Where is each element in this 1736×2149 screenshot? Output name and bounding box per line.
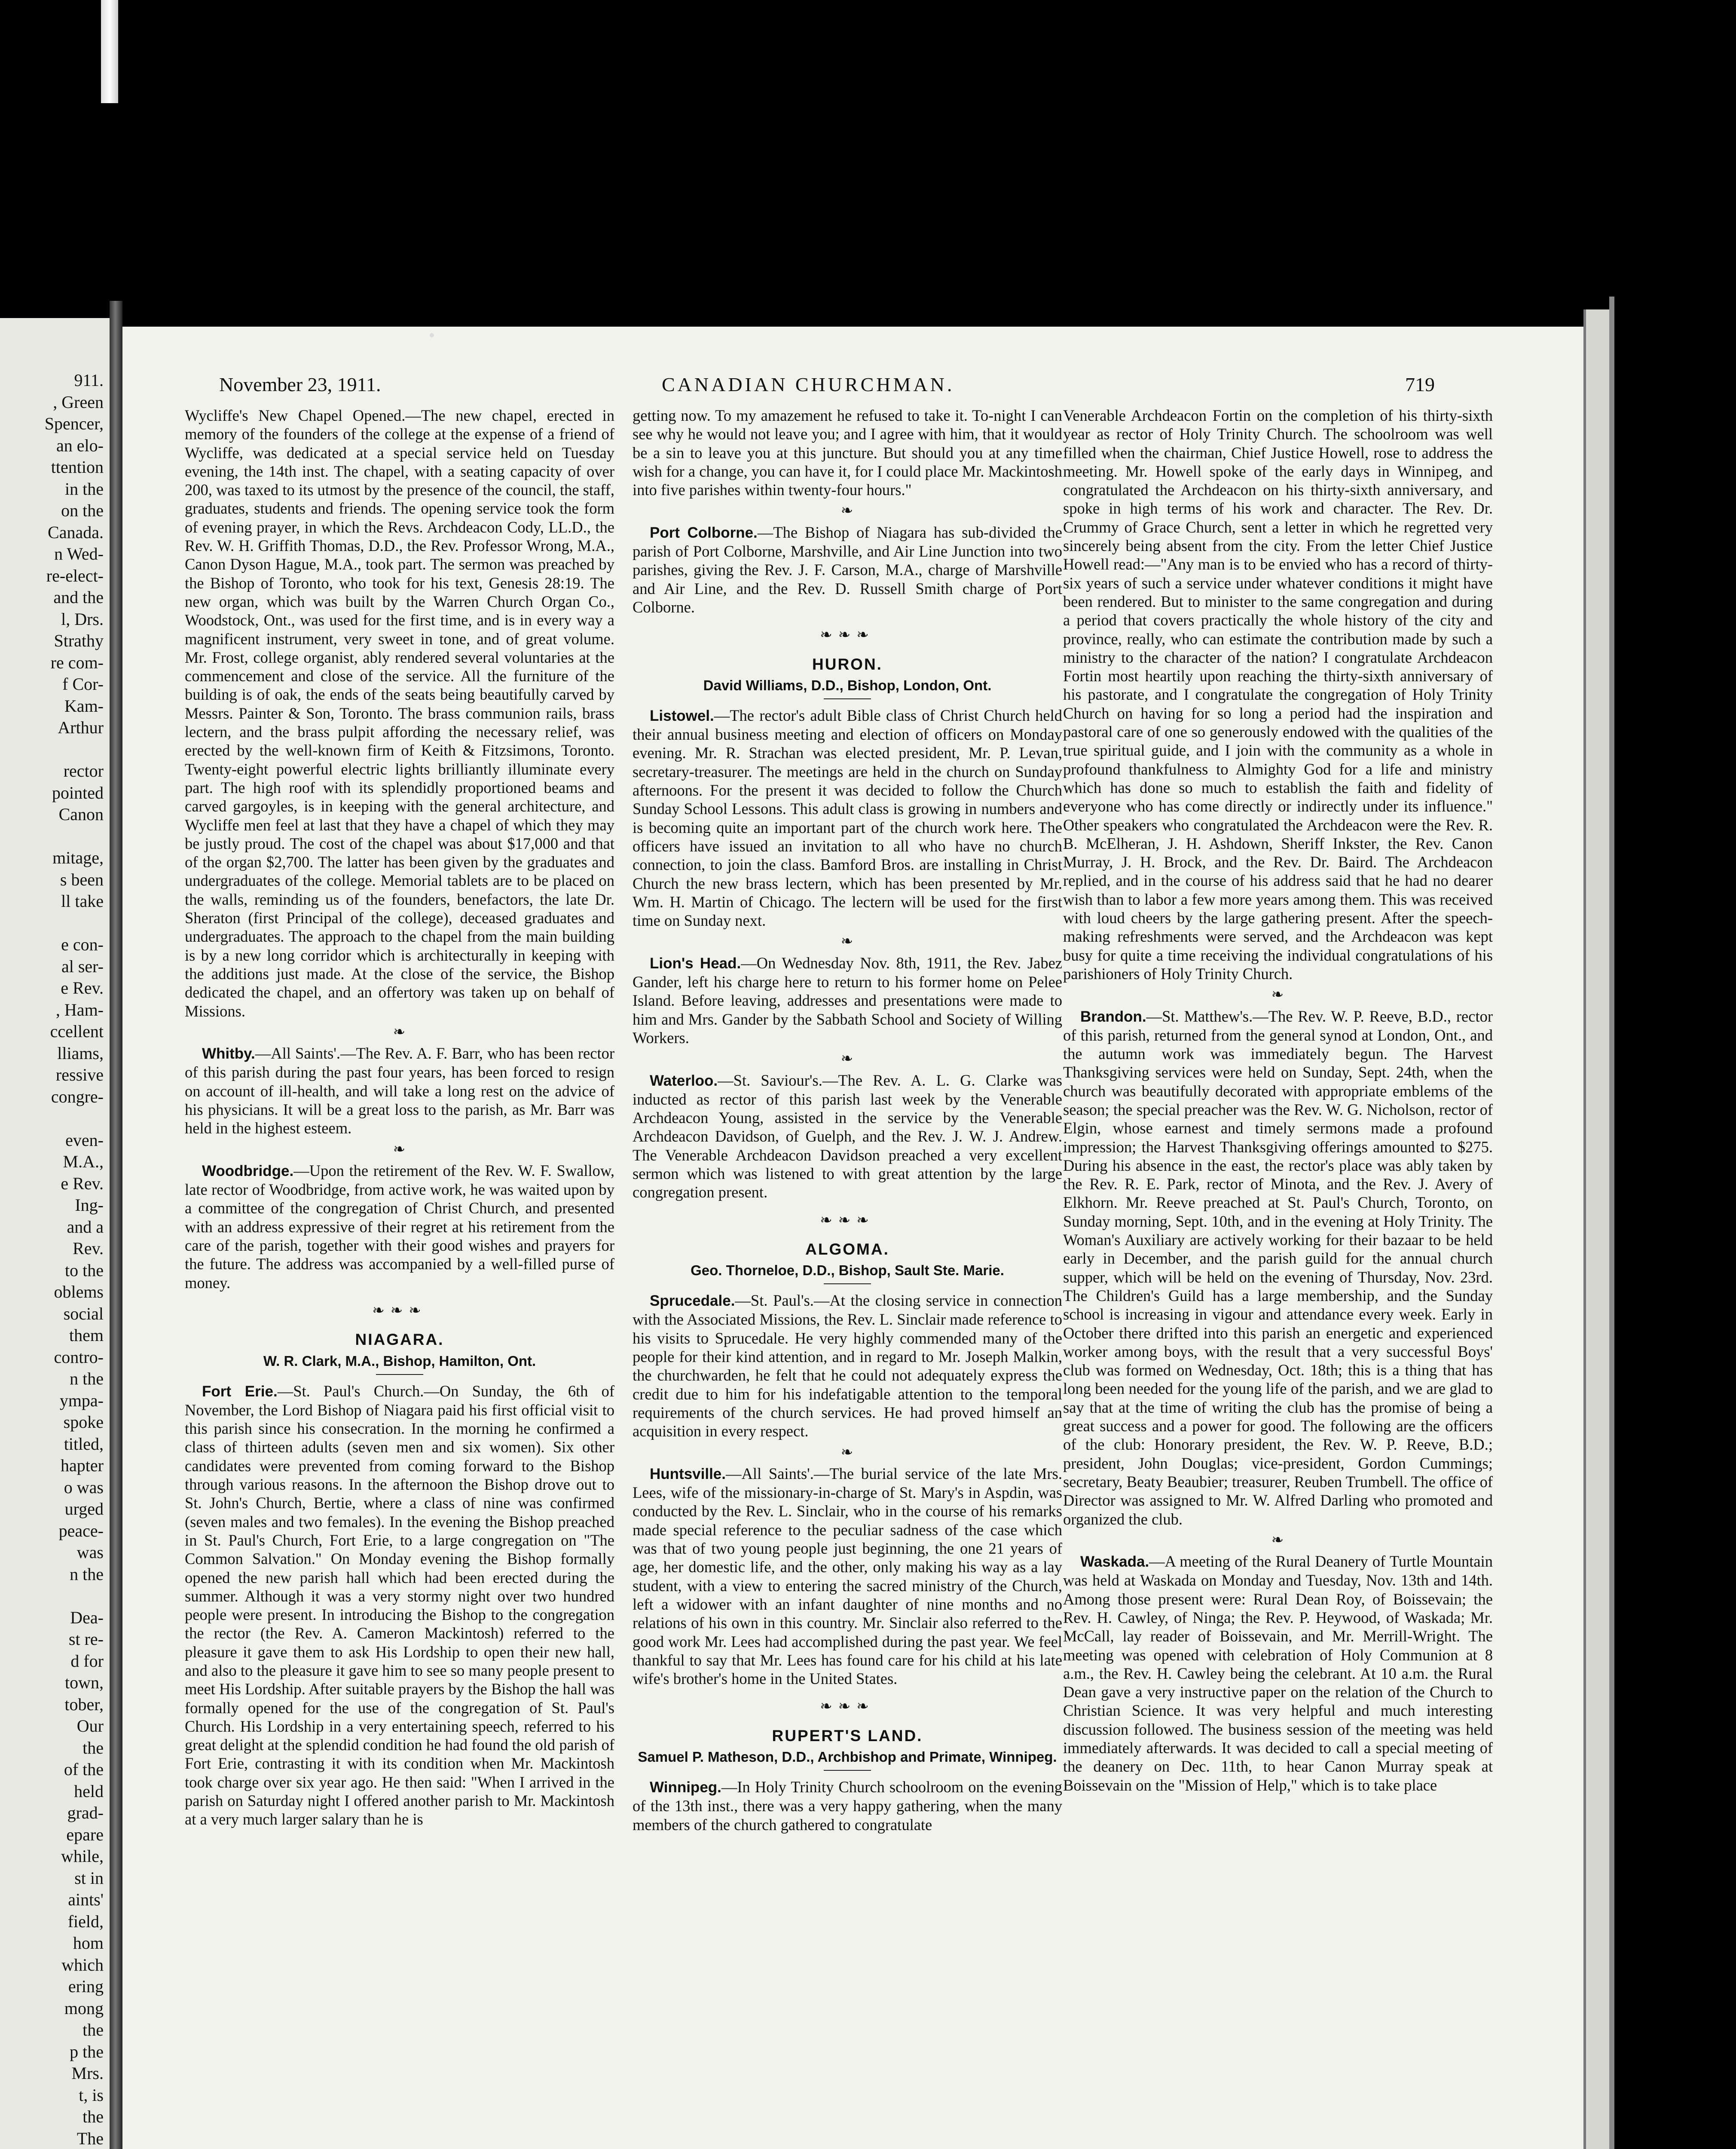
place-heading: Fort Erie. [202, 1383, 278, 1400]
facing-page-text-fragment: e Rev. [61, 978, 104, 998]
paragraph-text: —On Wednesday Nov. 8th, 1911, the Rev. Jabez Gander, left his charge here to return to his former home on Pelee Island. Before leaving, addresses and presentations were made to him and Mrs. Gander by the Sabbath School and Society of Willing Workers. [633, 954, 1062, 1047]
facing-page-text-fragment: n the [70, 1369, 104, 1388]
facing-page-text-fragment: Spencer, [44, 414, 104, 433]
facing-page-text-fragment: field, [67, 1911, 104, 1931]
facing-page-text-fragment: of the [64, 1760, 104, 1779]
facing-page-text-fragment: re com- [50, 652, 104, 672]
triple-ornament-divider: ❧❧❧ [820, 627, 875, 643]
triple-ornament-divider: ❧❧❧ [820, 1699, 875, 1715]
article-paragraph [185, 1382, 614, 1829]
section-rule [824, 1770, 871, 1771]
facing-page-text-fragment: p the [70, 2042, 104, 2061]
diocese-heading: NIAGARA. [355, 1331, 444, 1349]
facing-page-text-fragment: titled, [64, 1434, 104, 1454]
place-heading: Whitby. [202, 1045, 255, 1062]
column-3 [1063, 406, 1493, 1794]
facing-page-text-fragment: rector [63, 761, 104, 781]
facing-page-text-fragment: and a [67, 1217, 104, 1237]
bishop-subheading: W. R. Clark, M.A., Bishop, Hamilton, Ont. [263, 1353, 536, 1369]
diocese-heading: RUPERT'S LAND. [772, 1727, 923, 1745]
article-paragraph [1063, 1552, 1493, 1794]
facing-page-text-fragment: in the [65, 479, 104, 499]
facing-page-text-fragment: the [83, 2107, 104, 2126]
facing-page-text-fragment: them [69, 1326, 104, 1345]
facing-page-text-fragment: , Green [53, 392, 104, 412]
article-paragraph [633, 1778, 1062, 1834]
article-paragraph [633, 706, 1062, 930]
facing-page-text-fragment: n the [70, 1564, 104, 1584]
publication-title: CANADIAN CHURCHMAN. [662, 373, 955, 395]
facing-page-text-fragment: even- [65, 1130, 104, 1150]
facing-page-text-fragment: tober, [64, 1694, 104, 1714]
place-heading: Huntsville. [650, 1465, 726, 1482]
place-heading: Sprucedale. [650, 1292, 735, 1310]
facing-page-text-fragment: Dea- [70, 1607, 104, 1627]
page-date: November 23, 1911. [219, 373, 381, 395]
paragraph-text: —All Saints'.—The Rev. A. F. Barr, who has been rector of this parish during the past four years, has been forced to resign on account of ill-health, and will take a long rest on the advice of his physicians. It will be a great loss to the parish, as Mr. Barr was held in the highest esteem. [185, 1044, 614, 1137]
ornament-divider: ❧ [840, 1051, 854, 1067]
paragraph-text: —The rector's adult Bible class of Christ Church held their annual business meeting and election of officers on Monday evening. Mr. R. Strachan was elected president, Mr. P. Levan, secretary-treasurer. The meetings are held in the church on Sunday afternoons. For the present it was decided to follow the Church Sunday School Lessons. This adult class is growing in numbers and is becoming quite an important part of the church work here. The officers have issued an invitation to all who have no church connection, to join the class. Bamford Bros. are installing in Christ Church the new brass lectern, which has been presented by Mr. Wm. H. Martin of Chicago. The lectern will be used for the first time on Sunday next. [633, 706, 1062, 930]
facing-page-text-fragment: pointed [52, 783, 104, 802]
facing-page-text-fragment: Rev. [73, 1239, 104, 1258]
facing-page-text-fragment: st in [74, 1868, 104, 1888]
article-paragraph [633, 954, 1062, 1047]
column-2 [633, 406, 1062, 1834]
bishop-subheading: Samuel P. Matheson, D.D., Archbishop and Primate, Winnipeg. [638, 1749, 1057, 1765]
article-paragraph [633, 1464, 1062, 1688]
place-heading: Lion's Head. [650, 955, 741, 972]
facing-page-text-fragment: was [76, 1543, 104, 1562]
facing-page-text-fragment: n Wed- [54, 544, 104, 563]
ornament-divider: ❧ [393, 1024, 406, 1040]
facing-page-text-fragment: Mrs. [71, 2063, 104, 2083]
facing-page-text-fragment: ll take [61, 891, 104, 911]
facing-page-fragment [0, 318, 110, 2149]
paragraph-text: —The Bishop of Niagara has sub-divided the parish of Port Colborne, Marshville, and Air Line Junction into two parishes, giving the Rev. J. F. Carson, M.A., charge of Marshville and Air Line, and the Rev. D. Russell Smith charge of Port Colborne. [633, 523, 1063, 616]
facing-page-text-fragment: epare [66, 1825, 104, 1844]
facing-page-text-fragment: ympa- [59, 1390, 104, 1410]
facing-page-text-fragment: re-elect- [46, 566, 104, 585]
article-paragraph [1063, 406, 1493, 983]
column-1 [185, 406, 614, 1829]
ornament-divider: ❧ [1271, 1532, 1285, 1548]
facing-page-text-fragment: contro- [54, 1347, 104, 1367]
facing-page-text-fragment: which [61, 1955, 104, 1975]
facing-page-text-fragment: Our [76, 1716, 104, 1736]
paragraph-text: —All Saints'.—The burial service of the late Mrs. Lees, wife of the missionary-in-charge of St. Mary's in Aspdin, was conducted by the Rev. L. Sinclair, who in the course of his remarks made special reference to the peculiar sadness of the case which was that of two young people just beginning, the one 21 years of age, her domestic life, and the other, only making his way as a lay student, with a view to entering the sacred ministry of the Church, left a widower with an infant daughter of nine months and no relations of his own in this country. Mr. Sinclair also referred to the good work Mr. Lees had accomplished during the past year. We feel thankful to say that Mr. Lees has found care for his child at his late wife's brother's home in the United States. [633, 1464, 1062, 1688]
page-edge-shadow [1609, 297, 1614, 2149]
book-gutter [110, 301, 122, 2149]
article-paragraph [185, 406, 614, 1020]
section-rule [824, 1283, 871, 1284]
facing-page-text-fragment: s been [60, 869, 104, 889]
facing-page-text-fragment: the [83, 1738, 104, 1757]
facing-page-text-fragment: l, Drs. [61, 609, 104, 629]
triple-ornament-divider: ❧❧❧ [372, 1302, 427, 1319]
place-heading: Waterloo. [650, 1072, 718, 1089]
paragraph-text: —St. Matthew's.—The Rev. W. P. Reeve, B.D., rector of this parish, returned from the general synod at London, Ont., and the autumn work was immediately begun. The Harvest Thanksgiving services were held on Sunday, Sept. 24th, when the church was beautifully decorated with appropriate emblems of the season; the special preacher was the Rev. W. G. Nicholson, rector of Elgin, whose earnest and timely sermons made a profound impression; the Harvest Thanksgiving offerings amounted to $275. During his absence in the east, the rector's place was ably taken by the Rev. R. E. Park, rector of Minota, and the Rev. J. Avery of Elkhorn. Mr. Reeve preached at St. Paul's Church, Toronto, on Sunday morning, Sept. 10th, and in the evening at Holy Trinity. The Woman's Auxiliary are actively working for their bazaar to be held early in December, and the parish guild for the annual church supper, which will be held on the evening of Thursday, Nov. 23rd. The Children's Guild has a large membership, and the Sunday school is increasing in vigour and attendance every week. Early in October there drifted into this parish an energetic and experienced worker among boys, with the result that a very successful Boys' club was formed on Wednesday, Oct. 18th; this is a thing that has long been needed for the young life of the parish, and we are glad to say that at the time of writing the club has the promise of being a great success and a power for good. The following are the officers of the club: Honorary president, the Rev. W. P. Reeve, B.D.; president, John Douglas; vice-president, Gordon Cummings; secretary, Beaty Beaubier; treasurer, Reuben Trumbell. The office of Director was assigned to Mr. W. Alfred Darling who promoted and organized the club. [1063, 1007, 1493, 1528]
bishop-subheading: Geo. Thorneloe, D.D., Bishop, Sault Ste. Marie. [691, 1262, 1004, 1279]
facing-page-text-fragment: Kam- [64, 696, 104, 716]
facing-page-text-fragment: al ser- [61, 956, 104, 976]
place-heading: Port Colborne. [650, 524, 758, 541]
facing-page-text-fragment: 911. [74, 370, 104, 390]
facing-page-text-fragment: grad- [67, 1803, 104, 1822]
facing-page-text-fragment: Ing- [75, 1195, 104, 1215]
ornament-divider: ❧ [840, 1444, 854, 1460]
facing-page-text-fragment: hapter [61, 1456, 104, 1475]
facing-page-text-fragment: an elo- [56, 435, 104, 455]
paragraph-text: Wycliffe's New Chapel Opened.—The new chapel, erected in memory of the founders of the college at the expense of a friend of Wycliffe, was dedicated at a special service held on Tuesday evening, the 14th inst. The chapel, with a seating capacity of over 200, was taxed to its utmost by the presence of the council, the staff, graduates, students and friends. The opening service took the form of evening prayer, in which the Revs. Archdeacon Cody, LL.D., the Rev. W. H. Griffith Thomas, D.D., the Rev. Professor Wrong, M.A., Canon Dyson Hague, M.A., took part. The sermon was preached by the Bishop of Toronto, who took for his text, Genesis 28:19. The new organ, which was built by the Warren Church Organ Co., Woodstock, Ont., was used for the first time, and is in every way a magnificent instrument, very sweet in tone, and of great volume. Mr. Frost, college organist, ably rendered several voluntaries at the commencement and close of the service. All the furniture of the building is of oak, the ends of the seats being beautifully carved by Messrs. Painter & Son, Toronto. The brass communion rails, brass lectern, and the brass pulpit affording the necessary relief, was erected by the well-known firm of Keith & Fitzsimons, Toronto. Twenty-eight powerful electric lights brilliantly illuminate every part. The high roof with its splendidly proportioned beams and carved gargoyles, is in keeping with the general architecture, and Wycliffe men feel at last that they have a chapel of which they may be justly proud. The cost of the chapel was about $17,000 and that of the organ $2,700. The latter has been given by the graduates and undergraduates of the college. Memorial tablets are to be placed on the walls, reminding us of the founders, benefactors, the late Dr. Sheraton (first Principal of the college), deceased graduates and undergraduates. The approach to the chapel from the main building is by a new long corridor which is architecturally in keeping with the additions just made. At the close of the service, the Bishop dedicated the chapel, and an offertory was taken up on behalf of Missions. [185, 407, 614, 1020]
paragraph-text: —St. Paul's.—At the closing service in connection with the Associated Missions, the Rev. L. Sinclair made reference to his visits to Sprucedale. He very highly commended many of the people for their kind attention, and in regard to Mr. Joseph Malkin, the churchwarden, he felt that he could not adequately express the credit due to him for his indefatigable attention to the temporal requirements of the church services. He had proved himself an acquisition in every respect. [633, 1292, 1062, 1440]
facing-page-text-fragment: ressive [55, 1065, 104, 1084]
place-heading: Listowel. [650, 707, 714, 724]
facing-page-text-fragment: on the [61, 501, 104, 520]
facing-page-text-fragment: held [74, 1781, 104, 1801]
facing-page-text-fragment: mong [64, 1998, 104, 2018]
triple-ornament-divider: ❧❧❧ [820, 1212, 875, 1228]
facing-page-text-fragment: congre- [51, 1087, 104, 1106]
facing-page-text-fragment: town, [65, 1673, 104, 1692]
speck [430, 333, 434, 337]
paragraph-text: Venerable Archdeacon Fortin on the completion of his thirty-sixth year as rector of Holy Trinity Church. The schoolroom was well filled when the chairman, Chief Justice Howell, rose to address the meeting. Mr. Howell spoke of the early days in Winnipeg, and congratulated the Archdeacon on his thirty-sixth anniversary, and spoke in high terms of his work and character. The Rev. Dr. Crummy of Grace Church, sent a letter in which he regretted very sincerely being absent from the city. From the letter Chief Justice Howell read:—"Any man is to be envied who has a record of thirty-six years of such a service under whatever conditions it might have been rendered. But to minister to the same congregation and during a period that covers practically the whole history of the city and province, really, who can estimate the contribution made by such a ministry to the character of the nation? I congratulate Archdeacon Fortin most heartily upon reaching the thirty-sixth anniversary of his pastorate, and I congratulate the congregation of Holy Trinity Church on having for so long a period had the inspiration and pastoral care of one so generously endowed with the qualities of the true spiritual guide, and I join with the community as a whole in profound thankfulness to Almighty God for a life and ministry which has done so much to establish the faith and fidelity of everyone who has come directly or indirectly under its influence." Other speakers who congratulated the Archdeacon were the Rev. R. B. McElheran, J. H. Ashdown, Sheriff Inkster, the Rev. Canon Murray, J. H. Brock, and the Rev. Dr. Baird. The Archdeacon replied, and in the course of his address said that he had no dearer wish than to labor a few more years among them. This was received with loud cheers by the large gathering present. After the speech-making refreshments were served, and the Archdeacon was kept busy for quite a time receiving the individual congratulations of his parishioners of Holy Trinity Church. [1063, 407, 1493, 983]
place-heading: Woodbridge. [202, 1162, 294, 1179]
page-number: 719 [1405, 373, 1435, 395]
page-edge [1583, 309, 1612, 2149]
facing-page-text-fragment: to the [65, 1260, 104, 1280]
facing-page-text-fragment: t, is [79, 2085, 104, 2105]
facing-page-text-fragment: d for [70, 1651, 104, 1671]
article-paragraph [1063, 1007, 1493, 1528]
ornament-divider: ❧ [393, 1141, 406, 1157]
ornament-divider: ❧ [840, 934, 854, 950]
facing-page-text-fragment: e con- [61, 935, 104, 954]
facing-page-text-fragment: Canon [58, 805, 104, 824]
section-rule [376, 1374, 423, 1375]
ornament-divider: ❧ [840, 503, 854, 519]
facing-page-text-fragment: peace- [58, 1521, 104, 1540]
place-heading: Waskada. [1080, 1553, 1149, 1570]
facing-page-text-fragment: Arthur [58, 718, 104, 737]
paragraph-text: —Upon the retirement of the Rev. W. F. Swallow, late rector of Woodbridge, from active work, he was waited upon by a committee of the congregation of Christ Church, and presented with an address expressive of their regret at his retirement from the care of the parish, together with their good wishes and prayers for the future. The address was accompanied by a well-filled purse of money. [185, 1161, 614, 1292]
facing-page-text-fragment: Strathy [54, 631, 104, 650]
facing-page-text-fragment: spoke [63, 1412, 104, 1432]
article-paragraph [185, 1044, 614, 1137]
facing-page-text-fragment: lliams, [57, 1043, 104, 1063]
article-paragraph [633, 523, 1062, 616]
facing-page-text-fragment: ttention [51, 457, 104, 477]
facing-page-text-fragment: ering [68, 1977, 104, 1996]
facing-page-text-fragment: st re- [68, 1629, 104, 1649]
paragraph-text: —In Holy Trinity Church schoolroom on the evening of the 13th inst., there was a very happy gathering, when the many members of the church gathered to congratulate [633, 1778, 1062, 1834]
place-heading: Brandon. [1080, 1008, 1146, 1025]
facing-page-text-fragment: ccellent [50, 1022, 104, 1041]
paragraph-text: getting now. To my amazement he refused to take it. To-night I can see why he would not leave you; and I agree with him, that it would be a sin to leave you at this juncture. But should you at any time wish for a change, you can have it, for I could place Mr. Mackintosh into five parishes within twenty-four hours." [633, 407, 1062, 499]
facing-page-text-fragment: oblems [54, 1282, 104, 1301]
place-heading: Winnipeg. [650, 1779, 721, 1796]
facing-page-text-fragment: , Ham- [55, 1000, 104, 1019]
paragraph-text: —A meeting of the Rural Deanery of Turtle Mountain was held at Waskada on Monday and Tuesday, Nov. 13th and 14th. Among those present were: Rural Dean Roy, of Boissevain; the Rev. H. Cawley, of Ninga; the Rev. P. Heywood, of Waskada; Mr. McCall, lay reader of Boissevain, and Mr. Merrill-Wright. The meeting was opened with celebration of Holy Communion at 8 a.m., the Rev. H. Cawley being the celebrant. At 10 a.m. the Rural Dean gave a very instructive paper on the relation of the Church to Christian Science. It was very helpful and much interesting discussion followed. The business session of the meeting was held immediately afterwards. It was decided to call a special meeting of the deanery on Dec. 11th, to hear Canon Murray speak at Boissevain on the "Mission of Help," which is to take place [1063, 1552, 1493, 1794]
facing-page-text-fragment: social [63, 1304, 104, 1323]
facing-page-text-fragment: aints' [68, 1890, 104, 1909]
ornament-divider: ❧ [1271, 987, 1285, 1003]
facing-page-text-fragment: hom [73, 1933, 104, 1953]
facing-page-text-fragment: The [76, 2128, 104, 2148]
article-paragraph [633, 1291, 1062, 1440]
facing-page-text-fragment: mitage, [52, 848, 104, 867]
article-paragraph [185, 1161, 614, 1292]
facing-page-text-fragment: and the [53, 588, 104, 607]
article-paragraph [633, 1071, 1062, 1202]
facing-page-text-fragment: while, [61, 1846, 104, 1866]
article-paragraph [633, 406, 1062, 499]
paragraph-text: —St. Saviour's.—The Rev. A. L. G. Clarke was inducted as rector of this parish last week by the Venerable Archdeacon Young, assisted in the service by the Venerable Archdeacon Davidson, of Guelph, and the Rev. J. W. J. Andrew. The Venerable Archdeacon Davidson preached a very excellent sermon which was listened to with great attention by the large congregation present. [633, 1071, 1062, 1201]
facing-page-text-fragment: urged [64, 1499, 104, 1518]
facing-page-text-fragment: Canada. [48, 522, 104, 542]
facing-page-text-fragment: f Cor- [62, 674, 104, 694]
diocese-heading: HURON. [812, 655, 883, 673]
facing-page-text-fragment: o was [64, 1477, 104, 1497]
paragraph-text: —St. Paul's Church.—On Sunday, the 6th of November, the Lord Bishop of Niagara paid his first official visit to this parish since his consecration. In the morning he confirmed a class of thirteen adults (seven men and six women). Six other candidates were prevented from coming forward to the Bishop through various reasons. In the afternoon the Bishop drove out to St. John's Church, Bertie, where a class of nine was confirmed (seven males and two females). In the evening the Bishop preached in St. Paul's Church, Fort Erie, to a large congregation on "The Common Salvation." On Monday evening the Bishop formally opened the new parish hall which had been erected during the summer. Although it was a very stormy night over two hundred people were present. In introducing the Bishop to the congregation the rector (the Rev. A. Cameron Mackintosh) referred to the pleasure it gave them to ask His Lordship to open their new hall, and also to the pleasure it gave him to see so many people present to meet His Lordship. After suitable prayers by the Bishop the hall was formally opened for the use of the congregation of St. Paul's Church. His Lordship in a very entertaining speech, referred to his great delight at the splendid condition he had found the old parish of Fort Erie, contrasting it with its condition when Mr. Mackintosh took charge over six year ago. He then said: "When I arrived in the parish on Saturday night I offered another parish to Mr. Mackintosh at a very much larger salary than he is [185, 1382, 614, 1828]
section-rule [824, 698, 871, 699]
facing-page-text-fragment: the [83, 2020, 104, 2039]
diocese-heading: ALGOMA. [805, 1240, 889, 1258]
facing-page-text-fragment: e Rev. [61, 1173, 104, 1193]
book-spine-top [101, 0, 118, 103]
facing-page-text-fragment: M.A., [63, 1152, 104, 1171]
bishop-subheading: David Williams, D.D., Bishop, London, Ont. [703, 677, 992, 693]
